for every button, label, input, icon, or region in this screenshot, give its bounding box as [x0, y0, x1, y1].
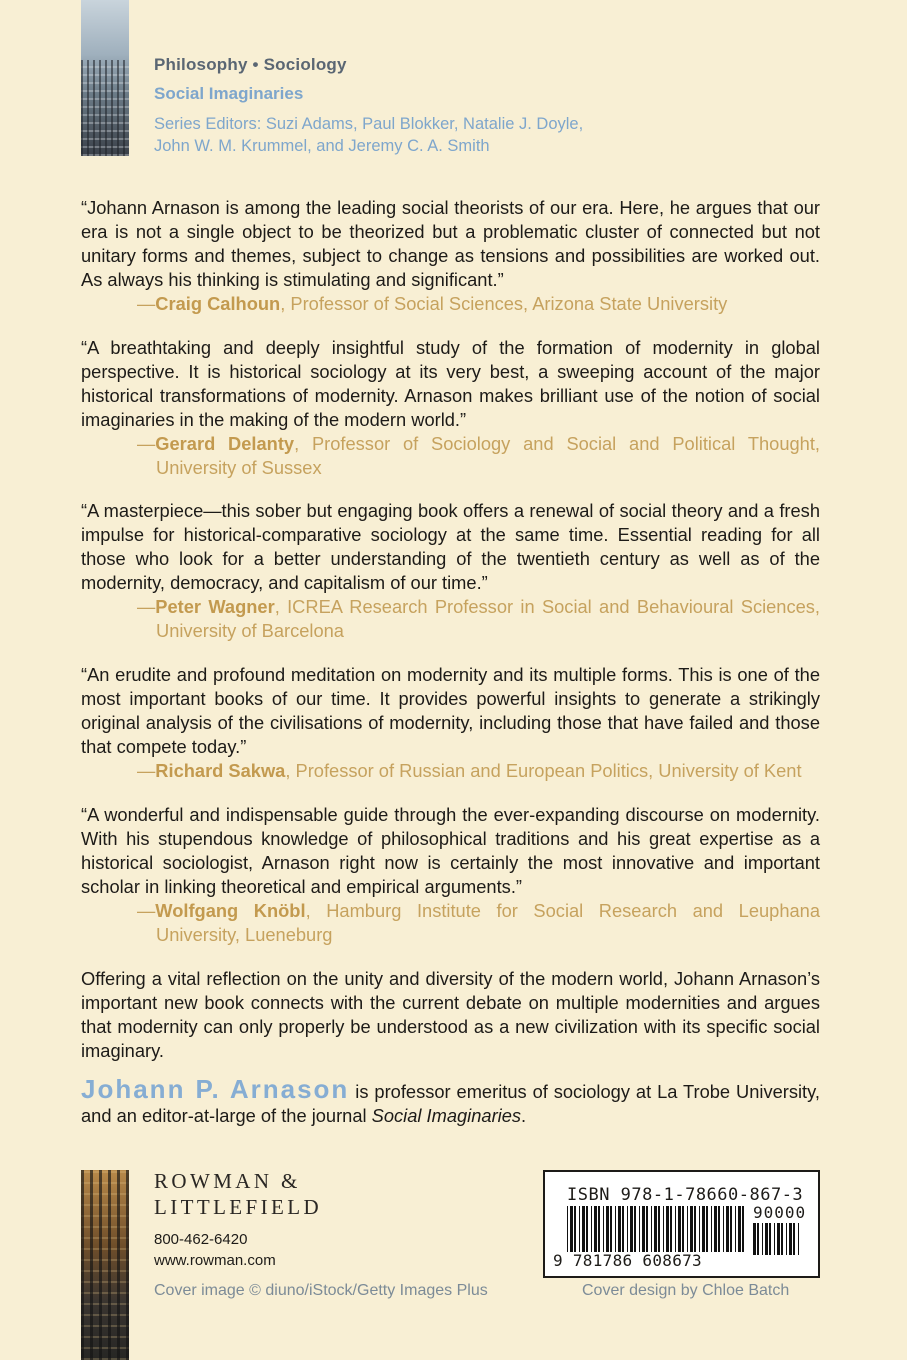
endorsement-1 [81, 196, 820, 316]
barcode-bar [774, 1223, 775, 1255]
barcode-bar [586, 1206, 588, 1252]
publisher-logo-line1: ROWMAN & [154, 1169, 301, 1193]
barcode-bar [798, 1223, 799, 1255]
endorsement-attribution: —Gerard Delanty, Professor of Sociology and Social and Political Thought, University of Sussex [137, 433, 820, 478]
barcode-bar [630, 1206, 633, 1252]
barcode-bar [618, 1206, 621, 1252]
barcode-bar [702, 1206, 705, 1252]
barcode-bar [574, 1206, 576, 1252]
endorsement-attribution: —Wolfgang Knöbl, Hamburg Institute for Social Research and Leuphana University, Lueneburg [137, 900, 820, 945]
series-header [154, 55, 654, 157]
barcode-bar [714, 1206, 717, 1252]
barcode-bar [663, 1206, 664, 1252]
barcode-bar [777, 1223, 780, 1255]
barcode-bar [757, 1223, 759, 1255]
barcode-bar [762, 1223, 763, 1255]
barcode-bar [670, 1206, 672, 1252]
barcode-bar [723, 1206, 724, 1252]
cover-image-strip-bottom [81, 1170, 129, 1360]
publisher-website: www.rowman.com [154, 1252, 276, 1269]
series-editors: Series Editors: Suzi Adams, Paul Blokker, Natalie J. Doyle, John W. M. Krummel, and Jeremy C. A. Smith [154, 115, 584, 155]
barcode-bar [606, 1206, 609, 1252]
author-bio: Johann P. Arnason is professor emeritus of sociology at La Trobe University, and an editor-at-large of the journal Social Imaginaries. [81, 1074, 820, 1126]
barcode-bar [718, 1206, 720, 1252]
endorsement-3 [81, 499, 820, 643]
barcode-bar [646, 1206, 648, 1252]
journal-title: Social Imaginaries [371, 1105, 522, 1126]
barcode-bar [658, 1206, 660, 1252]
endorsement-attribution: —Craig Calhoun, Professor of Social Sciences, Arizona State University [137, 293, 728, 314]
endorsement-2 [81, 336, 820, 480]
endorsement-quote: “A breathtaking and deeply insightful study of the formation of modernity in global perspective. It is historical sociology at its very best, a sweeping account of the major historical transformations of modernity. Arnason makes brilliant use of the notion of social imaginaries in the making of the modern world.” [81, 337, 820, 430]
subject-categories: Philosophy • Sociology [154, 55, 347, 74]
barcode-bar [730, 1206, 732, 1252]
barcode-bar [706, 1206, 708, 1252]
barcode-bar [711, 1206, 712, 1252]
barcode-bar [610, 1206, 612, 1252]
barcode-bar [786, 1223, 787, 1255]
barcode-bar [579, 1206, 580, 1252]
cover-design-credit: Cover design by Chloe Batch [582, 1282, 790, 1299]
barcode-bar [753, 1223, 756, 1255]
barcode-ean-digits: 9 781786 608673 [553, 1251, 702, 1270]
barcode-bar [615, 1206, 616, 1252]
barcode-bar [598, 1206, 600, 1252]
endorser-name: Peter Wagner [155, 596, 275, 617]
endorser-name: Wolfgang Knöbl [155, 900, 306, 921]
barcode-bar [666, 1206, 669, 1252]
barcode-bar [742, 1206, 744, 1252]
barcode-bar [627, 1206, 628, 1252]
barcode-bar [639, 1206, 640, 1252]
barcode-bar [789, 1223, 792, 1255]
barcode-bar [651, 1206, 652, 1252]
endorsement-quote: “A wonderful and indispensable guide through the ever-expanding discourse on modernity. With his stupendous knowledge of philosophical traditions and his great expertise as a historical sociologist, Arnason right now is certainly the most innovative and important scholar in linking theoretical and empirical arguments.” [81, 804, 820, 897]
barcode-bar [726, 1206, 729, 1252]
barcode-bar [769, 1223, 771, 1255]
barcode-bar [678, 1206, 681, 1252]
barcode-addon-bars [753, 1223, 803, 1255]
book-description: Offering a vital reflection on the unity and diversity of the modern world, Johann Arnason’s important new book connects with the current debate on multiple modernities and argues that modernity can only properly be understood as a new civilization with its specific social imaginary. [81, 968, 820, 1061]
barcode-bars [567, 1206, 745, 1252]
barcode-bar [634, 1206, 636, 1252]
isbn-barcode [543, 1170, 820, 1278]
publisher-phone: 800-462-6420 [154, 1231, 248, 1248]
cover-image-credit: Cover image © diuno/iStock/Getty Images Plus [154, 1282, 488, 1299]
barcode-bar [567, 1206, 568, 1252]
endorsement-attribution: —Richard Sakwa, Professor of Russian and European Politics, University of Kent [137, 760, 802, 781]
author-name: Johann P. Arnason [81, 1074, 350, 1104]
isbn-text: ISBN 978-1-78660-867-3 [567, 1185, 804, 1205]
endorsement-quote: “An erudite and profound meditation on modernity and its multiple forms. This is one of the most important books of our time. It provides powerful insights to generate a strikingly original analysis of the civilisations of modernity, including those that have failed and those that compete today.” [81, 664, 820, 757]
barcode-bar [622, 1206, 624, 1252]
barcode-bar [570, 1206, 573, 1252]
barcode-bar [690, 1206, 693, 1252]
barcode-bar [765, 1223, 768, 1255]
barcode-bar [793, 1223, 795, 1255]
endorser-name: Richard Sakwa [155, 760, 286, 781]
barcode-bar [642, 1206, 645, 1252]
endorsement-quote: “A masterpiece—this sober but engaging book offers a renewal of social theory and a fresh impulse for historical-comparative sociology at the same time. Essential reading for all those who look for a better understanding of the twentieth century as well as of the modernity, democracy, and capitalism of our time.” [81, 500, 820, 593]
barcode-bar [781, 1223, 783, 1255]
barcode-bar [699, 1206, 700, 1252]
endorsement-5 [81, 803, 820, 947]
barcode-bar [682, 1206, 684, 1252]
endorsement-quote: “Johann Arnason is among the leading social theorists of our era. Here, he argues that our era is not a single object to be theorized but a problematic cluster of connected but not unitary forms and themes, subject to change as tensions and possibilities are worked out. As always his thinking is stimulating and significant.” [81, 197, 820, 290]
endorser-name: Gerard Delanty [155, 433, 295, 454]
barcode-bar [738, 1206, 741, 1252]
endorsement-4 [81, 663, 820, 783]
barcode-addon-digits: 90000 [753, 1203, 807, 1222]
barcode-bar [654, 1206, 657, 1252]
barcode-bar [591, 1206, 592, 1252]
barcode-bar [735, 1206, 736, 1252]
barcode-bar [675, 1206, 676, 1252]
barcode-bar [594, 1206, 597, 1252]
barcode-bar [694, 1206, 696, 1252]
cover-image-strip-top [81, 0, 129, 156]
publisher-block [154, 1168, 322, 1271]
barcode-bar [687, 1206, 688, 1252]
barcode-bar [603, 1206, 604, 1252]
endorsement-attribution: —Peter Wagner, ICREA Research Professor in Social and Behavioural Sciences, University of Barcelona [137, 596, 821, 641]
series-title: Social Imaginaries [154, 84, 304, 103]
barcode-bar [582, 1206, 585, 1252]
publisher-logo-line2: LITTLEFIELD [154, 1195, 323, 1219]
endorser-name: Craig Calhoun [155, 293, 281, 314]
